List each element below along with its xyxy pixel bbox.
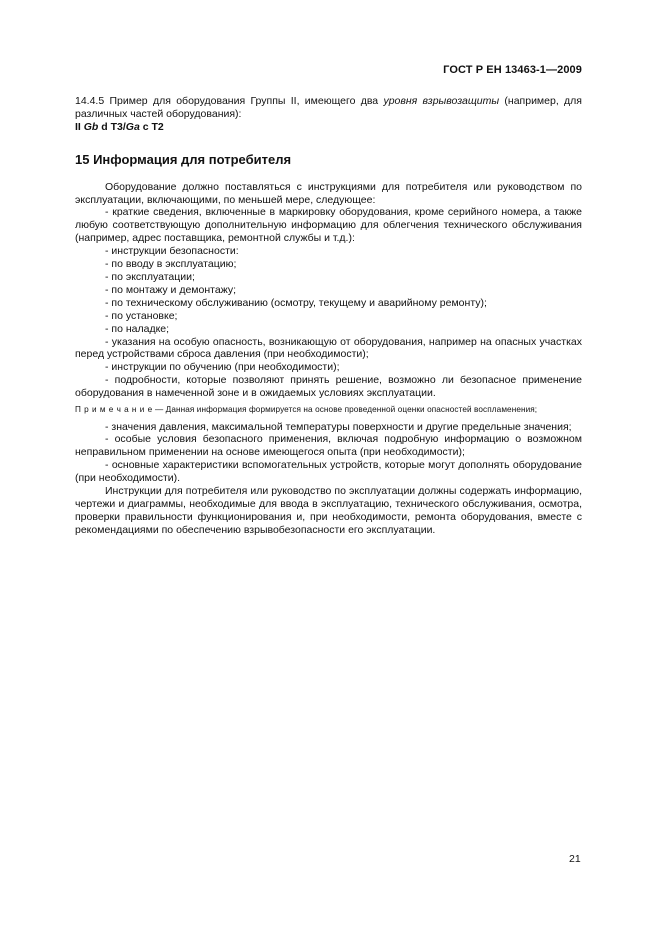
brief-item: - краткие сведения, включенные в маркировку оборудования, кроме серийного номера, а также любую соответствующую дополнительную информацию для облегчения технического обслуживания (например, адрес поставщика, ремонтной службы и т.д.): bbox=[75, 206, 582, 245]
aux-devices-item: - основные характеристики вспомогательных устройств, которые могут дополнять оборудование (при необходимости). bbox=[75, 459, 582, 485]
list-item: - по наладке; bbox=[105, 322, 170, 335]
list-item: - по установке; bbox=[105, 309, 178, 322]
special-conditions-item: - особые условия безопасного применения, включая подробную информацию о возможном неправильном применении на основе имеющегося опыта (при необходимости); bbox=[75, 433, 582, 459]
formula-part-d: Ga bbox=[125, 120, 140, 133]
document-body bbox=[75, 95, 582, 537]
formula-part-a: II bbox=[75, 120, 84, 133]
details-item: - подробности, которые позволяют принять решение, возможно ли безопасное применение оборудования в намеченной зоне и в ожидаемых условиях эксплуатации. bbox=[75, 374, 582, 400]
formula-part-b: Gb bbox=[83, 120, 99, 133]
list-item: - по монтажу и демонтажу; bbox=[105, 283, 236, 296]
list-item: - по вводу в эксплуатацию; bbox=[105, 258, 237, 271]
list-item: - по эксплуатации; bbox=[105, 270, 195, 283]
formula-part-c: d T3/ bbox=[98, 120, 126, 133]
standard-header: ГОСТ Р ЕН 13463-1—2009 bbox=[443, 64, 582, 76]
note-label: П р и м е ч а н и е bbox=[75, 405, 153, 415]
values-item: - значения давления, максимальной температуры поверхности и другие предельные значения; bbox=[105, 420, 572, 433]
list-item: - по техническому обслуживанию (осмотру, текущему и аварийному ремонту); bbox=[105, 296, 487, 309]
training-item: - инструкции по обучению (при необходимости); bbox=[105, 361, 340, 374]
safety-list bbox=[75, 258, 582, 335]
example-text-pre: 14.4.5 Пример для оборудования Группы II, имеющего два bbox=[75, 95, 384, 107]
example-formula bbox=[75, 121, 582, 134]
note bbox=[75, 404, 582, 417]
page-number: 21 bbox=[569, 853, 581, 865]
intro-paragraph: Оборудование должно поставляться с инструкциями для потребителя или руководством по эксплуатации, включающими, по меньшей мере, следующее: bbox=[75, 180, 582, 206]
safety-heading: - инструкции безопасности: bbox=[105, 245, 239, 258]
section-title: 15 Информация для потребителя bbox=[75, 151, 292, 167]
example-text-italic: уровня взрывозащиты bbox=[383, 95, 500, 107]
final-paragraph: Инструкции для потребителя или руководство по эксплуатации должны содержать информацию, чертежи и диаграммы, необходимые для ввода в эксплуатацию, технического обслуживания, осмотра, проверки правильности функционирования и, при необходимости, ремонта оборудования, вместе с рекомендациями по обеспечению взрывобезопасности его эксплуатации. bbox=[75, 485, 582, 536]
hazard-item: - указания на особую опасность, возникающую от оборудования, например на опасных участках перед устройствами сброса давления (при необходимости); bbox=[75, 335, 582, 361]
formula-part-e: c T2 bbox=[139, 120, 164, 133]
note-text: — Данная информация формируется на основе проведенной оценки опасностей воспламенения; bbox=[152, 405, 538, 415]
example-clause bbox=[75, 95, 582, 121]
example-text-post: (например, для различных частей оборудования): bbox=[75, 95, 582, 120]
